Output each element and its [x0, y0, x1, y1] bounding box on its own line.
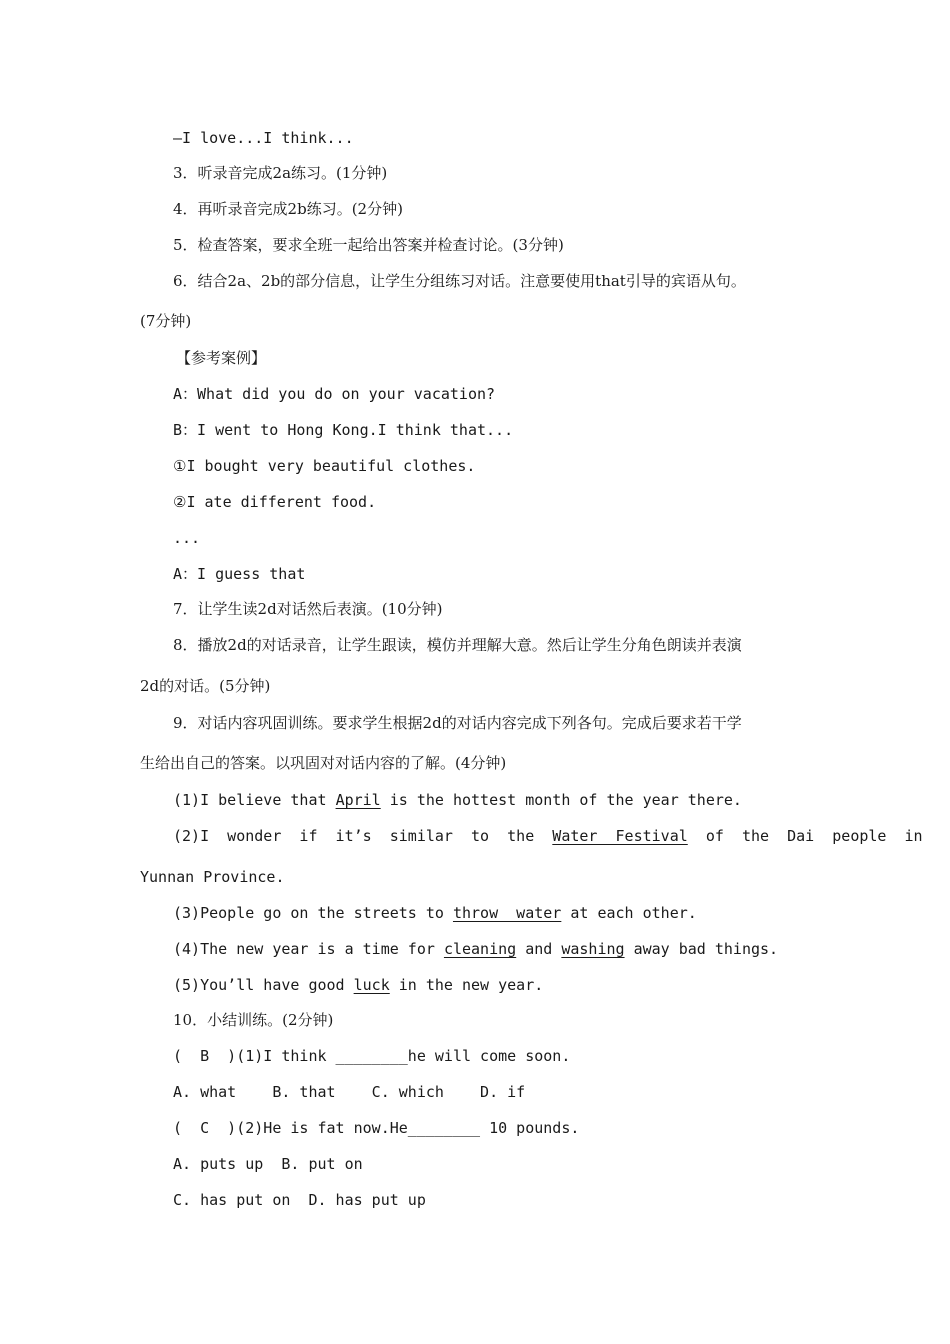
- answer: luck: [353, 976, 390, 994]
- step-8: 8．播放2d的对话录音，让学生跟读，模仿并理解大意。然后让学生分角色朗读并表演: [173, 636, 742, 654]
- answer: washing: [561, 940, 625, 958]
- sentence-2-cont: Yunnan Province.: [140, 868, 285, 886]
- step-6-cont: (7分钟): [140, 312, 192, 330]
- reference-heading: 【参考案例】: [176, 349, 267, 367]
- answer: cleaning: [443, 940, 517, 958]
- step-3: 3．听录音完成2a练习。(1分钟): [173, 164, 388, 182]
- dialogue-line: B：I went to Hong Kong.I think that...: [173, 421, 514, 439]
- dialogue-line: A：I guess that: [173, 565, 306, 583]
- dialogue-line: —I love...I think...: [173, 129, 354, 147]
- step-8-cont: 2d的对话。(5分钟): [140, 677, 271, 695]
- ellipsis: ...: [173, 529, 201, 547]
- sentence-2: (2)I wonder if it’s similar to the Water Festival of the Dai people in: [173, 827, 923, 845]
- question-1-options: A. what B. that C. which D. if: [173, 1083, 526, 1101]
- dialogue-line: A：What did you do on your vacation?: [173, 385, 496, 403]
- step-5: 5．检查答案，要求全班一起给出答案并检查讨论。(3分钟): [173, 236, 564, 254]
- question-2: ( C )(2)He is fat now.He________ 10 pounds.: [173, 1119, 580, 1137]
- answer: Water Festival: [552, 827, 688, 845]
- step-9: 9．对话内容巩固训练。要求学生根据2d的对话内容完成下列各句。完成后要求若干学: [173, 714, 742, 732]
- dialogue-line: ①I bought very beautiful clothes.: [173, 457, 476, 475]
- answer: throw water: [452, 904, 562, 922]
- step-4: 4．再听录音完成2b练习。(2分钟): [173, 200, 403, 218]
- step-7: 7．让学生读2d对话然后表演。(10分钟): [173, 600, 443, 618]
- dialogue-line: ②I ate different food.: [173, 493, 377, 511]
- step-9-cont: 生给出自己的答案。以巩固对对话内容的了解。(4分钟): [140, 754, 507, 772]
- sentence-4: (4)The new year is a time for cleaning and washing away bad things.: [173, 940, 779, 958]
- step-10: 10．小结训练。(2分钟): [173, 1011, 334, 1029]
- question-2-options: C. has put on D. has put up: [173, 1191, 426, 1209]
- question-2-options: A. puts up B. put on: [173, 1155, 363, 1173]
- sentence-1: (1)I believe that April is the hottest month of the year there.: [173, 791, 742, 809]
- sentence-5: (5)You’ll have good luck in the new year.: [173, 976, 544, 994]
- step-6: 6．结合2a、2b的部分信息，让学生分组练习对话。注意要使用that引导的宾语从句。: [173, 272, 746, 290]
- sentence-3: (3)People go on the streets to throw water at each other.: [173, 904, 697, 922]
- answer: April: [335, 791, 381, 809]
- question-1: ( B )(1)I think ________he will come soon.: [173, 1047, 571, 1065]
